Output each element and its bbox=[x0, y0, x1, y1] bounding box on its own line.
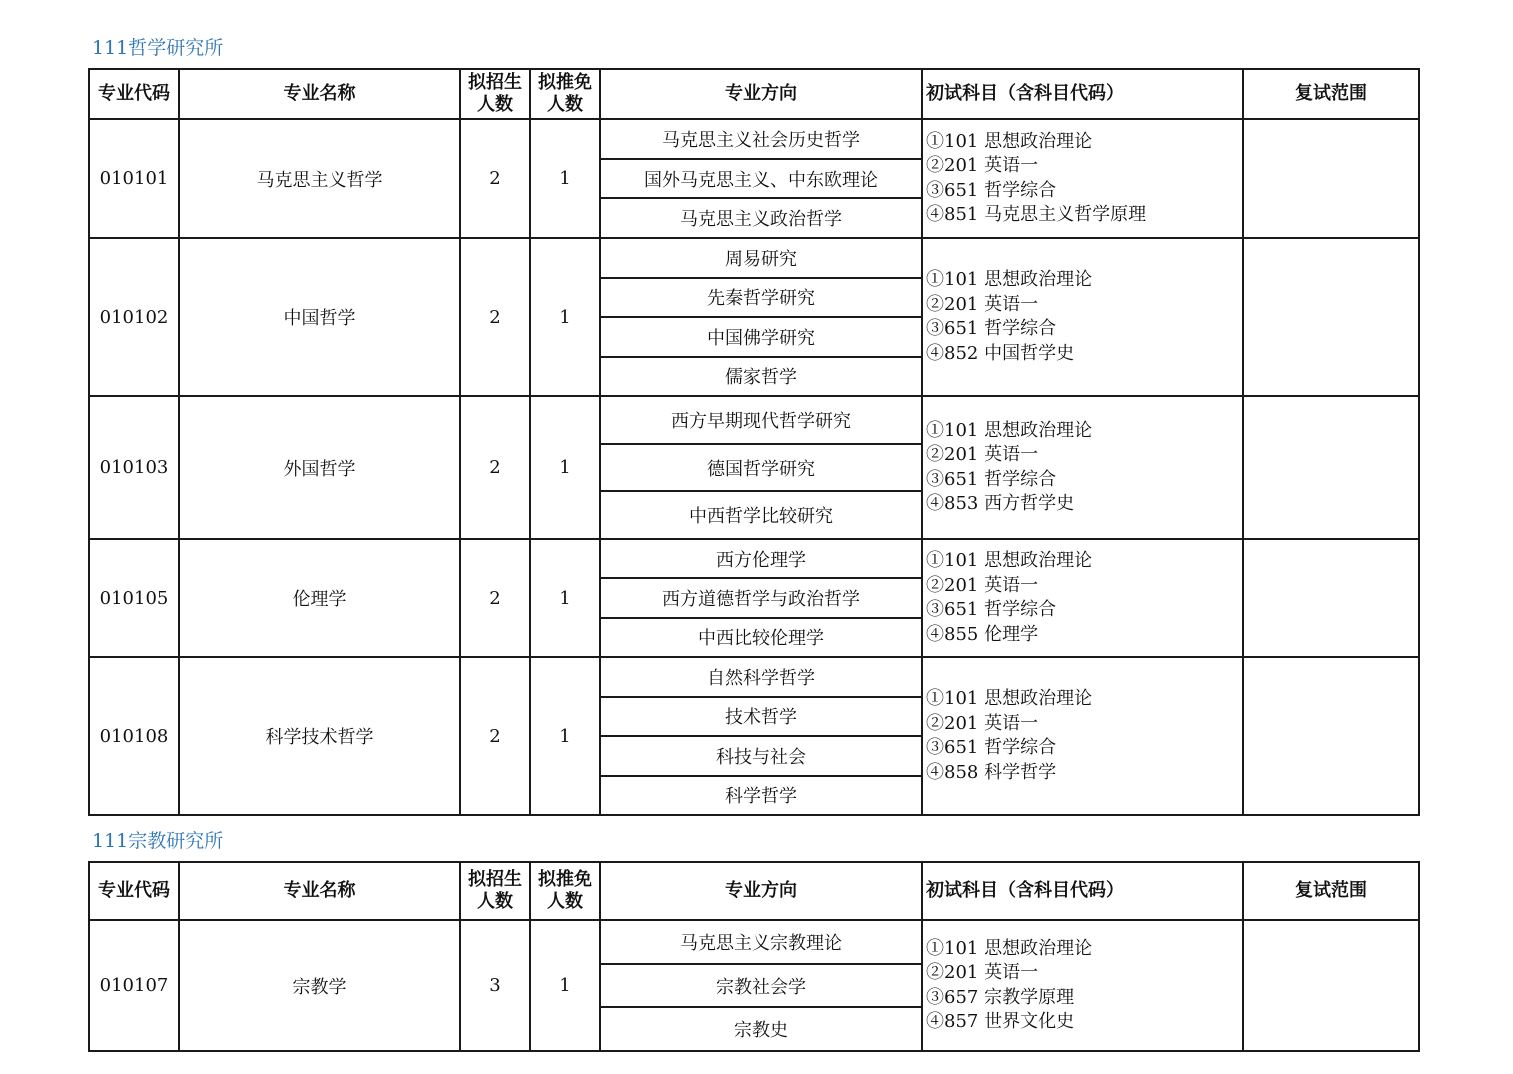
subject-item: ④853 西方哲学史 bbox=[926, 493, 1075, 514]
major-name: 宗教学 bbox=[179, 920, 460, 1051]
subjects-cell bbox=[922, 657, 1243, 815]
section-title-religion: 111宗教研究所 bbox=[92, 830, 224, 852]
direction-item: 西方道德哲学与政治哲学 bbox=[601, 579, 921, 618]
direction-cell bbox=[600, 238, 922, 396]
direction-item: 马克思主义社会历史哲学 bbox=[601, 120, 921, 160]
subject-item: ④857 世界文化史 bbox=[926, 1011, 1075, 1032]
retest-scope bbox=[1243, 657, 1419, 815]
direction-item: 马克思主义政治哲学 bbox=[680, 209, 842, 231]
major-code: 010107 bbox=[89, 920, 179, 1051]
retest-scope bbox=[1243, 119, 1419, 238]
direction-cell bbox=[600, 920, 922, 1051]
major-code: 010105 bbox=[89, 539, 179, 657]
subject-item: ③651 哲学综合 bbox=[926, 318, 1057, 339]
header-name: 专业名称 bbox=[179, 862, 460, 920]
header-enroll: 拟招生人数 bbox=[460, 69, 530, 119]
retest-scope bbox=[1243, 539, 1419, 657]
subject-item: ③651 哲学综合 bbox=[926, 599, 1057, 620]
subjects-cell bbox=[922, 539, 1243, 657]
enroll-count: 3 bbox=[460, 920, 530, 1051]
direction-item: 先秦哲学研究 bbox=[601, 279, 921, 319]
header-code: 专业代码 bbox=[89, 69, 179, 119]
subjects-cell bbox=[922, 238, 1243, 396]
subject-item: ③657 宗教学原理 bbox=[926, 986, 1075, 1008]
enroll-count: 2 bbox=[460, 119, 530, 238]
direction-list bbox=[601, 120, 921, 237]
subject-item: ①101 思想政治理论 bbox=[926, 269, 1093, 290]
subjects-cell bbox=[922, 396, 1243, 539]
direction-cell bbox=[600, 657, 922, 815]
subject-item: ④851 马克思主义哲学原理 bbox=[926, 204, 1147, 225]
direction-list bbox=[601, 397, 921, 538]
direction-list bbox=[601, 658, 921, 814]
subject-item: ①101 思想政治理论 bbox=[926, 688, 1093, 709]
subject-item: ②201 英语一 bbox=[926, 574, 1039, 596]
major-code: 010101 bbox=[89, 119, 179, 238]
section-title-philosophy: 111哲学研究所 bbox=[92, 37, 224, 59]
header-direction: 专业方向 bbox=[600, 862, 922, 920]
header-exempt: 拟推免人数 bbox=[530, 862, 600, 920]
direction-item: 马克思主义宗教理论 bbox=[601, 921, 921, 965]
header-code: 专业代码 bbox=[89, 862, 179, 920]
direction-item: 儒家哲学 bbox=[725, 367, 797, 389]
major-code: 010103 bbox=[89, 396, 179, 539]
subject-item: ①101 思想政治理论 bbox=[926, 419, 1093, 441]
header-subjects: 初试科目（含科目代码） bbox=[922, 69, 1243, 119]
subject-item: ②201 英语一 bbox=[926, 155, 1039, 176]
header-subjects: 初试科目（含科目代码） bbox=[922, 862, 1243, 920]
major-name: 外国哲学 bbox=[179, 396, 460, 539]
retest-scope bbox=[1243, 396, 1419, 539]
subjects-cell bbox=[922, 920, 1243, 1051]
exempt-count: 1 bbox=[530, 396, 600, 539]
enroll-count: 2 bbox=[460, 396, 530, 539]
direction-item: 宗教社会学 bbox=[601, 965, 921, 1009]
exempt-count: 1 bbox=[530, 119, 600, 238]
direction-item: 自然科学哲学 bbox=[601, 658, 921, 698]
major-name: 科学技术哲学 bbox=[179, 657, 460, 815]
direction-item: 周易研究 bbox=[601, 239, 921, 279]
direction-cell bbox=[600, 539, 922, 657]
exempt-count: 1 bbox=[530, 657, 600, 815]
subject-item: ①101 思想政治理论 bbox=[926, 550, 1093, 571]
retest-scope bbox=[1243, 238, 1419, 396]
subject-item: ④852 中国哲学史 bbox=[926, 342, 1075, 364]
subject-item: ④855 伦理学 bbox=[926, 623, 1039, 645]
header-enroll: 拟招生人数 bbox=[460, 862, 530, 920]
table-row bbox=[89, 119, 1419, 238]
enroll-count: 2 bbox=[460, 657, 530, 815]
direction-item: 科学哲学 bbox=[725, 786, 797, 808]
direction-item: 西方早期现代哲学研究 bbox=[601, 397, 921, 445]
header-retest: 复试范围 bbox=[1243, 69, 1419, 119]
table-row bbox=[89, 920, 1419, 1051]
direction-item: 中西哲学比较研究 bbox=[689, 506, 833, 528]
subject-item: ③651 哲学综合 bbox=[926, 179, 1057, 201]
direction-item: 宗教史 bbox=[734, 1020, 788, 1042]
header-exempt: 拟推免人数 bbox=[530, 69, 600, 119]
major-name: 伦理学 bbox=[179, 539, 460, 657]
enroll-count: 2 bbox=[460, 238, 530, 396]
direction-item: 西方伦理学 bbox=[601, 540, 921, 579]
table-row bbox=[89, 539, 1419, 657]
subject-item: ④858 科学哲学 bbox=[926, 761, 1057, 783]
direction-list bbox=[601, 540, 921, 656]
major-code: 010108 bbox=[89, 657, 179, 815]
enroll-count: 2 bbox=[460, 539, 530, 657]
direction-list bbox=[601, 921, 921, 1050]
admission-table-philosophy bbox=[88, 68, 1420, 816]
subject-item: ③651 哲学综合 bbox=[926, 468, 1057, 490]
direction-cell bbox=[600, 396, 922, 539]
major-name: 中国哲学 bbox=[179, 238, 460, 396]
table-row bbox=[89, 657, 1419, 815]
subject-item: ③651 哲学综合 bbox=[926, 737, 1057, 758]
subject-item: ②201 英语一 bbox=[926, 293, 1039, 315]
header-retest: 复试范围 bbox=[1243, 862, 1419, 920]
subject-item: ②201 英语一 bbox=[926, 712, 1039, 734]
direction-item: 国外马克思主义、中东欧理论 bbox=[601, 160, 921, 200]
major-code: 010102 bbox=[89, 238, 179, 396]
table-row bbox=[89, 396, 1419, 539]
major-name: 马克思主义哲学 bbox=[179, 119, 460, 238]
subject-item: ②201 英语一 bbox=[926, 444, 1039, 465]
direction-cell bbox=[600, 119, 922, 238]
direction-list bbox=[601, 239, 921, 395]
exempt-count: 1 bbox=[530, 238, 600, 396]
exempt-count: 1 bbox=[530, 920, 600, 1051]
header-name: 专业名称 bbox=[179, 69, 460, 119]
direction-item: 科技与社会 bbox=[601, 737, 921, 777]
subject-item: ②201 英语一 bbox=[926, 962, 1039, 983]
direction-item: 中西比较伦理学 bbox=[698, 628, 824, 650]
subject-item: ①101 思想政治理论 bbox=[926, 130, 1093, 152]
retest-scope bbox=[1243, 920, 1419, 1051]
direction-item: 中国佛学研究 bbox=[601, 318, 921, 358]
admission-table-religion bbox=[88, 861, 1420, 1052]
subject-item: ①101 思想政治理论 bbox=[926, 937, 1093, 959]
exempt-count: 1 bbox=[530, 539, 600, 657]
table-row bbox=[89, 238, 1419, 396]
subjects-cell bbox=[922, 119, 1243, 238]
direction-item: 技术哲学 bbox=[601, 698, 921, 738]
header-direction: 专业方向 bbox=[600, 69, 922, 119]
direction-item: 德国哲学研究 bbox=[601, 445, 921, 493]
